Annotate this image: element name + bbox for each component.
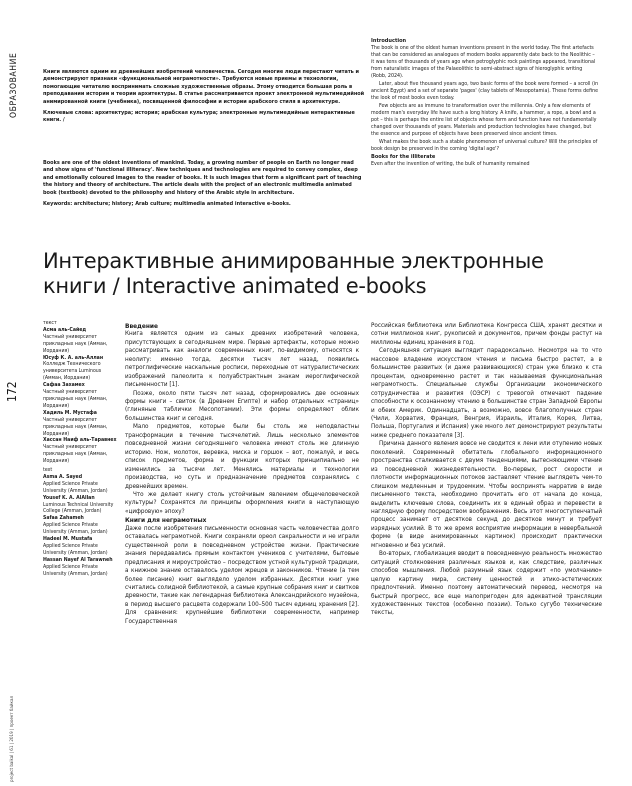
- body-column-2: [371, 322, 602, 618]
- authors-en-label: text: [43, 467, 53, 474]
- author-name: Hadeel M. Mustafa: [43, 536, 93, 543]
- intro-heading-2: Books for the illiterate: [371, 154, 436, 161]
- intro-paragraph: What makes the book such a stable phenomenon of universal culture? Will the principles of book design be preserved in the coming 'digital age'?: [371, 139, 598, 153]
- body-paragraph: Книга является одним из самых древних изобретений человека, присутствующих в сегодняшнем мире. Первые артефакты, которые можно рассматривать как аналоги современных книг, по-видимому, относятся к неолиту: именно тогда, десятки тысяч лет назад, появились петроглифические наскальные росписи, переходные от натуралистических изображений палеолита к полуабстрактным знакам иероглифической письменности [1].: [125, 330, 359, 389]
- section-heading-intro: Введение: [125, 322, 158, 330]
- intro-paragraph: Few objects are as immune to transformation over the millennia. Only a few elements of modern man's everyday life have such a long history. A knife, a hammer, a rope, a bowl and a pot – this is perhaps the entire list of objects whose form and function have not fundamentally changed over thousands of years. Materials and production technologies have changed, but the essence and purpose of objects have been preserved since ancient times.: [371, 103, 597, 138]
- abstract-ru-text: Книги являются одним из древнейших изобретений человечества. Сегодня многие люди переcтают читать и демонстрируют признаки «функциональной неграмотности». Требуются новые приемы и технологии, помогающие читателю воспринимать сложные художественные образы. Этому отводится большая роль в преподавании истории и теории архитектуры. В статье рассматривается проект электронной мультимедийной анимированной книги (учебника), посвященной философии и истории арабского стиля в архитектуре.: [43, 69, 365, 105]
- body-paragraph: Причина данного явления вовсе не сводится к лени или отупению новых поколений. Современный обитатель глобального информационного пространства сталкивается с двумя тенденциями, вытесняющими чтение из повседневной жизнедеятельности. Во-первых, рост скорости и плотности информационных потоков заставляет чтение выглядеть чем-то слишком медленным и трудоемким. Чтобы воспринять нарратив в виде письменного текста, необходимо прочитать его от начала до конца, выделить ключевые слова, соединить их в единый образ и перевести в наглядную форму посредством воображения. Весь этот многоступенчатый процесс занимает от десятков секунд до десятков минут и требует изрядных усилий. В то же время восприятие информации в невербальной форме (в виде анимированных картинок) происходит практически мгновенно и без усилий.: [371, 440, 602, 549]
- journal-footer: project baikal | 61 | 2019 | проект байкал: [10, 695, 15, 782]
- intro-heading: Introduction: [371, 38, 407, 44]
- author-name: Asma A. Sayed: [43, 473, 83, 480]
- intro-paragraph: The book is one of the oldest human inventions present in the world today. The first artefacts that can be considered as analogues of modern books apparently date back to the Neolithic – it was tens of thousands of years ago when petroglyphic rock paintings appeared, transitional from naturalistic images of the Palaeolithic to semi-abstract signs of hieroglyphic writing (Robb, 2024).: [371, 45, 596, 80]
- article-title: Интерактивные анимированные электронные книги / Interactive animated e-books: [43, 249, 544, 298]
- body-paragraph: Мало предметов, которые были бы столь же неподвластны трансформации в течение тысячелетий. Лишь несколько элементов повседневной жизни сегодняшнего человека имеют столь же длинную историю. Нож, молоток, веревка, миска и горшок – вот, пожалуй, и весь список предметов, форма и функции которых принципиально не изменились за тысячи лет. Менялись материалы и технологии производства, но суть и предназначение предметов сохранялись с древнейших времен.: [125, 423, 359, 490]
- body-paragraph: Российская библиотека или Библиотека Конгресса США, хранят десятки и сотни миллионов книг, рукописей и документов, причем фонды растут на миллионы единиц хранения в год.: [371, 322, 602, 346]
- author-affiliation: Частный университет прикладных наук (Амман, Иордания): [43, 444, 108, 465]
- section-heading-illiterate: Книги для неграмотных: [125, 516, 207, 525]
- author-affiliation: Колледж Технического университета Luminous (Амман, Иордания): [43, 361, 102, 382]
- page-number: 172: [5, 381, 19, 402]
- author-name: Асма аль-Сайед: [43, 326, 87, 333]
- author-affiliation: Частный университет прикладных наук (Амман, Иордания): [43, 416, 108, 437]
- author-affiliation: Luminous Technical University College (Amman, Jordan): [43, 501, 114, 515]
- author-affiliation: Applied Science Private University (Amman, Jordan): [43, 563, 108, 577]
- author-affiliation: Applied Science Private University (Amman, Jordan): [43, 543, 108, 556]
- intro-en: [371, 38, 599, 169]
- body-paragraph: Сегодняшняя ситуация выглядит парадоксально. Несмотря на то что массовое владение искусством чтения и письма быстро растет, а в большинстве развитых (и даже развивающихся) стран уже близко к ста процентам, одновременно растет и так называемая функциональная неграмотность. Специальные службы Организации экономического сотрудничества и развития (ОЭСР) с тревогой отмечают падение способности к осознанному чтению в большинстве стран Западной Европы и обеих Америк. Одиннадцать, а возможно, вовсе благополучных стран (Чили, Хорватия, Франция, Венгрия, Израиль, Италия, Корея, Литва, Польша, Португалия и Испания) уже много лет демонстрируют результаты ниже среднего показателя [3].: [371, 347, 602, 439]
- body-paragraph: Даже после изобретения письменности основная часть человечества долго оставалась неграмотной. Книги сохраняли ореол сакральности и не играли существенной роли в повседневном устройстве жизни. Практические знания передавались прямым контактом учеников с учителями, бытовые предписания и мироустройство – посредством устной культурной традиции, а книжное знание оставалось уделом жрецов и законников. Чтение (а тем более писание) книг выглядело уделом избранных. Десятки книг уже считались солидной библиотекой, а самые крупные собрания книг и свитков древности, такие как легендарная библиотека Александрийского музейона, в период высшего расцвета содержали 100–500 тысяч единиц хранения [2]. Для сравнения: крупнейшие библиотеки современности, например Государственная: [125, 524, 359, 625]
- abstract-ru: [43, 69, 365, 129]
- intro-paragraph-last: Even after the invention of writing, the bulk of humanity remained: [371, 161, 530, 168]
- abstract-en-text: Books are one of the oldest inventions of mankind. Today, a growing number of people on Earth no longer read and show signs of 'functional illiteracy'. New techniques and technologies are required to convey complex, deep and emotionally coloured images to the reader of books. It is such images that form a significant part of teaching the history and theory of architecture. The article deals with the project of an electronic multimedia animated book (textbook) devoted to the philosophy and history of the Arabic style in architecture.: [43, 160, 362, 196]
- author-name: Hassan Nayef Al Tarawneh: [43, 556, 113, 563]
- body-paragraph: Позже, около пяти тысяч лет назад, сформировались две основных формы книги – свиток (в Древнем Египте) и набор отдельных «страниц» (глиняные таблички Месопотамии). Эти формы определяют облик большинства книг и сегодня.: [125, 389, 359, 422]
- section-label: ОБРАЗОВАНИЕ: [9, 52, 19, 118]
- author-name: Yousef K. A. AlAllan: [43, 494, 95, 501]
- body-paragraph: Во-вторых, глобализация вводит в повседневную реальность множество ситуаций столкновения различных языков и, как следствие, различных способов мышления. Любой разумный язык содержит «по умолчанию» целую картину мира, систему ценностей и этико-эстетических предпочтений. Именно поэтому автоматический перевод, несмотря на быстрый прогресс, все еще малопригоден для адекватной трансляции художественных текстов (особенно поэзии). Только сугубо технические тексты,: [371, 550, 602, 617]
- authors-ru-label: текст: [43, 320, 57, 326]
- body-column-1: [125, 322, 359, 626]
- author-name: Юсуф К. А. аль-Аллан: [43, 354, 104, 361]
- author-name: Хадиль М. Мустафа: [43, 409, 97, 416]
- author-name: Сафаа Захамех: [43, 382, 85, 389]
- body-paragraph: Что же делает книгу столь устойчивым явлением общечеловеческой культуры? Сохранятся ли принципы оформления книги в наступающую «цифровую» эпоху?: [125, 491, 359, 515]
- author-name: Safaa Zahameh: [43, 515, 84, 522]
- authors: [43, 320, 119, 578]
- keywords-en: Keywords: architecture; history; Arab culture; multimedia animated interactive e-books.: [43, 201, 291, 208]
- author-affiliation: Applied Science Private University (Amman, Jordan): [43, 522, 108, 536]
- author-affiliation: Applied Science Private University (Amman, Jordan): [43, 480, 108, 494]
- author-affiliation: Частный университет прикладных наук (Амман, Иордания): [43, 389, 108, 409]
- abstract-en: [43, 160, 365, 212]
- author-affiliation: Частный университет прикладных наук (Амман, Иордания): [43, 333, 108, 354]
- intro-paragraph: Later, about five thousand years ago, two basic forms of the book were formed – a scroll (in ancient Egypt) and a set of separate 'pages' (clay tablets of Mesopotamia). These forms define the look of most books even today.: [371, 81, 599, 102]
- keywords-ru: Ключевые слова: архитектура; история; арабская культура; электронные мультимедийные интерактивные книги. /: [43, 110, 355, 124]
- author-name: Хассан Наиф аль-Таравнех: [43, 437, 117, 444]
